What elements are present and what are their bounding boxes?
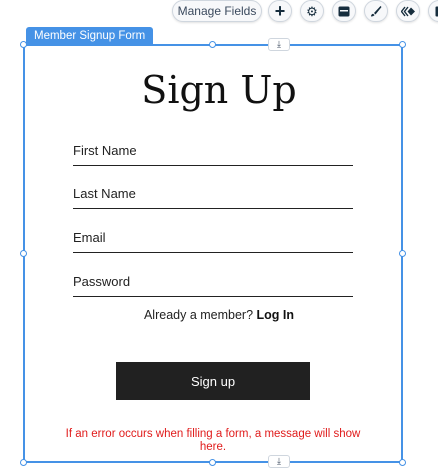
resize-handle-right[interactable]: [399, 250, 406, 257]
layout-button[interactable]: [332, 0, 356, 22]
anchor-icon: ⤓: [277, 456, 281, 466]
top-anchor-tab[interactable]: [268, 38, 290, 51]
resize-handle-bottom-right[interactable]: [399, 459, 406, 466]
plus-icon: +: [274, 1, 286, 21]
last-name-label: Last Name: [73, 186, 136, 201]
login-link[interactable]: Log In: [256, 308, 295, 322]
field-underline: [73, 208, 353, 209]
first-name-label: First Name: [73, 143, 137, 158]
field-underline: [73, 165, 353, 166]
form-title: Sign Up: [141, 68, 297, 112]
resize-handle-top[interactable]: [209, 41, 216, 48]
settings-button[interactable]: [300, 0, 324, 22]
login-prompt: Already a member?: [143, 308, 254, 322]
email-label: Email: [73, 230, 106, 245]
email-field[interactable]: [73, 230, 353, 250]
password-label: Password: [73, 274, 131, 289]
resize-handle-top-right[interactable]: [399, 41, 406, 48]
add-button[interactable]: [268, 0, 292, 22]
sign-up-button-label: Sign up: [190, 373, 236, 389]
gear-icon: ⚙: [306, 3, 318, 19]
animation-icon: [401, 6, 416, 17]
field-underline: [73, 296, 353, 297]
error-message: If an error occurs when filling a form, a message will show here.: [65, 428, 361, 453]
password-field[interactable]: [73, 274, 353, 294]
anchor-icon: ⤓: [277, 39, 281, 49]
design-button[interactable]: [364, 0, 388, 22]
component-name-tab[interactable]: Member Signup Form: [26, 27, 153, 45]
resize-handle-bottom-left[interactable]: [20, 459, 27, 466]
resize-handle-left[interactable]: [20, 250, 27, 257]
more-button[interactable]: [428, 0, 438, 22]
manage-fields-button[interactable]: Manage Fields: [172, 0, 262, 22]
first-name-field[interactable]: [73, 143, 353, 163]
brush-icon: [370, 5, 382, 17]
resize-handle-top-left[interactable]: [20, 41, 27, 48]
bottom-anchor-tab[interactable]: [268, 455, 290, 468]
layout-icon: [338, 6, 350, 17]
animation-button[interactable]: [396, 0, 420, 22]
last-name-field[interactable]: [73, 186, 353, 206]
field-underline: [73, 252, 353, 253]
sign-up-button[interactable]: [116, 362, 310, 400]
login-prompt-row: [0, 308, 438, 322]
resize-handle-bottom[interactable]: [209, 459, 216, 466]
